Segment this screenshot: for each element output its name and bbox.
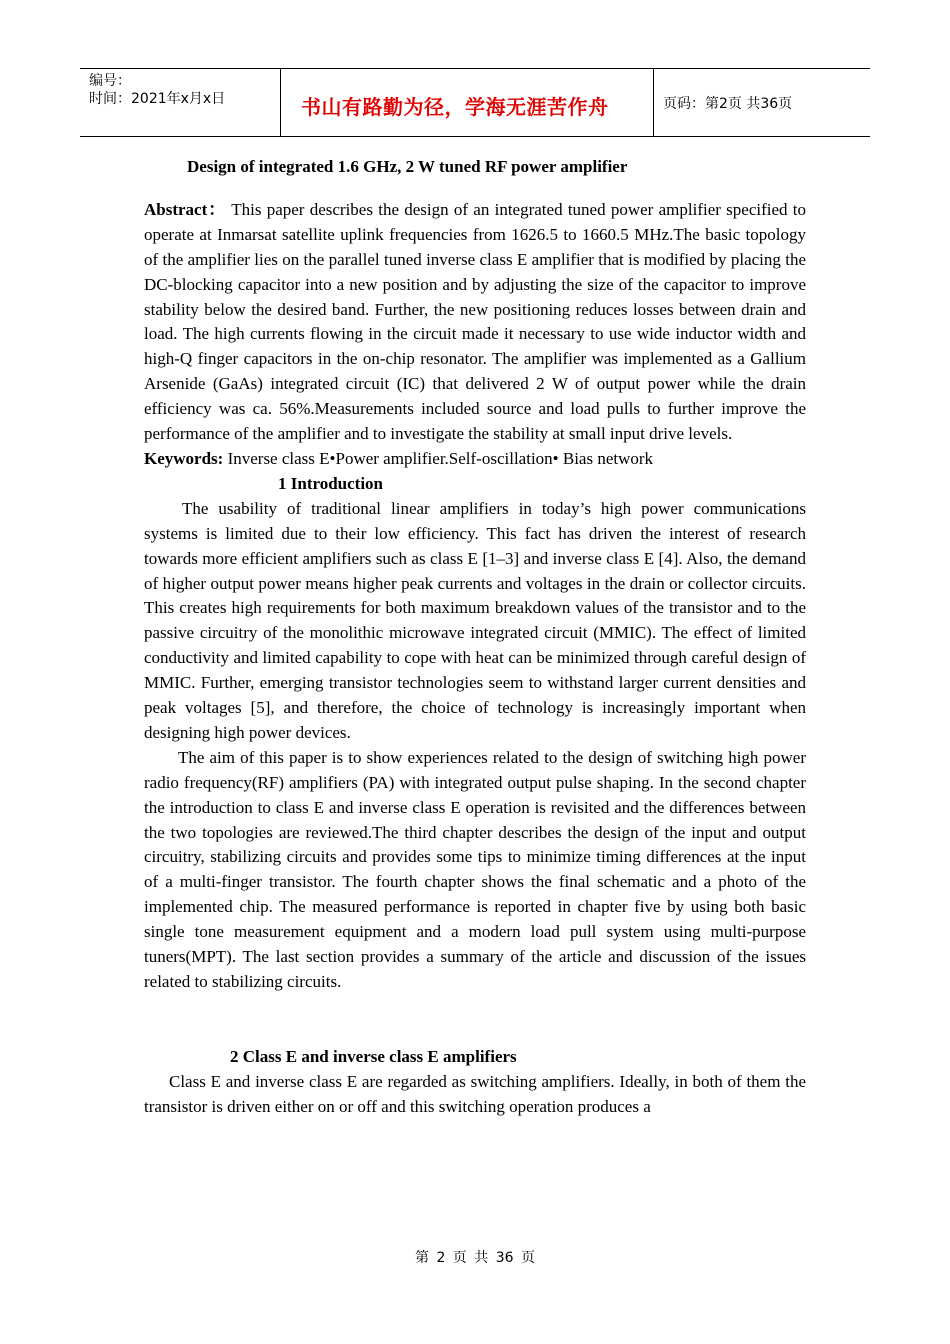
document-body bbox=[144, 155, 806, 1119]
paper-title: Design of integrated 1.6 GHz, 2 W tuned RF power amplifier bbox=[187, 157, 628, 176]
abstract bbox=[144, 198, 806, 447]
header-motto-cell bbox=[281, 69, 654, 136]
keywords-label: Keywords: bbox=[144, 448, 224, 468]
motto: 书山有路勤为径，学海无涯苦作舟 bbox=[301, 95, 609, 119]
header-meta-cell bbox=[80, 69, 281, 136]
time-label: 时间：2021年x月x日 bbox=[89, 91, 226, 107]
keywords bbox=[144, 447, 806, 472]
page-footer: 第 2 页 共 36 页 bbox=[415, 1250, 535, 1266]
keywords-text: Inverse class E•Power amplifier.Self-oscillation• Bias network bbox=[223, 448, 654, 468]
section-1-paragraph-1: The usability of traditional linear amplifiers in today’s high power communications systems is limited due to their low efficiency. This fact has driven the interest of research towards more efficient amplifiers such as class E [1–3] and inverse class E [4]. Also, the demand of higher output power means higher peak currents and voltages in the drain or collector circuits. This creates high requirements for both maximum breakdown values of the transistor and to the passive circuitry of the monolithic microwave integrated circuit (MMIC). The effect of limited conductivity and limited capability to cope with heat can be minimized through careful design of MMIC. Further, emerging transistor technologies seem to withstand larger current densities and peak voltages [5], and therefore, the choice of technology is increasingly important when designing high power devices. bbox=[144, 498, 806, 742]
header-page-cell bbox=[654, 69, 870, 136]
section-2-paragraph-1: Class E and inverse class E are regarded as switching amplifiers. Ideally, in both of them the transistor is driven either on or off and this switching operation produces a bbox=[144, 1071, 806, 1116]
section-2-heading: 2 Class E and inverse class E amplifiers bbox=[230, 1046, 517, 1066]
page-header bbox=[80, 68, 870, 137]
page-info: 页码：第2页 共36页 bbox=[663, 96, 793, 112]
section-1-paragraph-2: The aim of this paper is to show experiences related to the design of switching high power radio frequency(RF) amplifiers (PA) with integrated output pulse shaping. In the second chapter the introduction to class E and inverse class E operation is revisited and the differences between the two topologies are reviewed.The third chapter describes the design of the input and output circuitry, stabilizing circuits and provides some tips to minimize timing differences at the input of a multi-finger transistor. The fourth chapter shows the final schematic and a photo of the implemented chip. The measured performance is reported in chapter five by using both basic single tone measurement equipment and a modern load pull system using multi-purpose tuners(MPT). The last section provides a summary of the article and discussion of the issues related to stabilizing circuits. bbox=[144, 747, 806, 991]
section-1-heading: 1 Introduction bbox=[278, 473, 384, 493]
abstract-label: Abstract： bbox=[144, 199, 227, 219]
number-label: 编号： bbox=[89, 73, 131, 89]
abstract-text: This paper describes the design of an integrated tuned power amplifier specified to operate at Inmarsat satellite uplink frequencies from 1626.5 to 1660.5 MHz.The basic topology of the amplifier lies on the parallel tuned inverse class E amplifier that is modified by placing the DC-blocking capacitor into a new position and by adjusting the size of the capacitor to improve stability below the desired band. Further, the new positioning reduces losses between drain and load. The high currents flowing in the circuit made it necessary to use wide inductor width and high-Q finger capacitors in the on-chip resonator. The amplifier was implemented as a Gallium Arsenide (GaAs) integrated circuit (IC) that delivered 2 W of output power while the drain efficiency was ca. 56%.Measurements included source and load pulls to further improve the performance of the amplifier and to investigate the stability at small input drive levels. bbox=[144, 199, 806, 444]
